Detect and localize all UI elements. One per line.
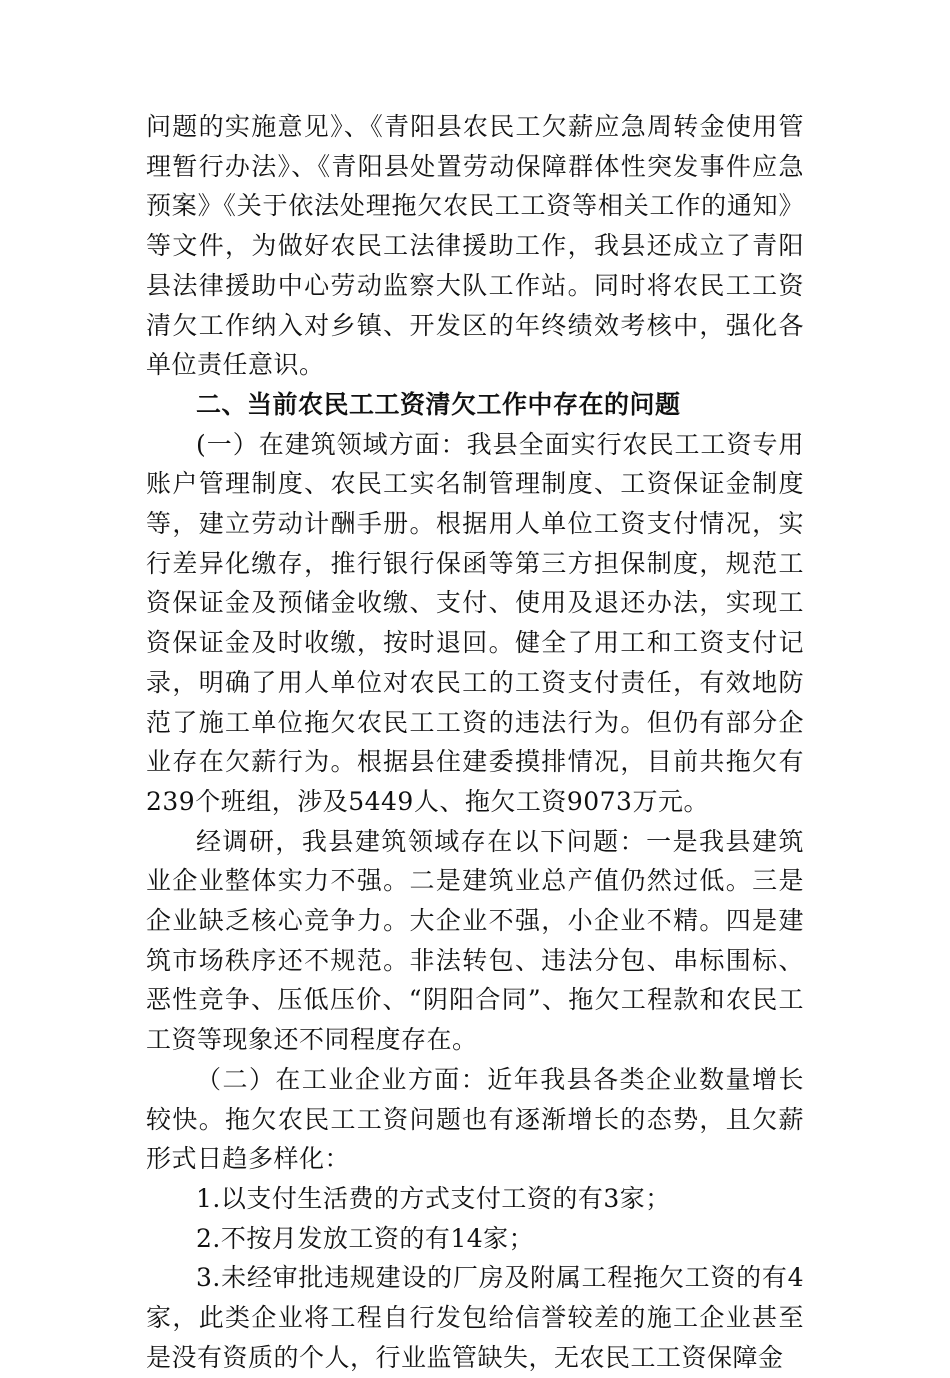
list-item-3: 3.未经审批违规建设的厂房及附属工程拖欠工资的有4家，此类企业将工程自行发包给信誉较差的施工企业甚至是没有资质的个人，行业监管缺失，无农民工工资保障金 xyxy=(146,1263,804,1372)
paragraph-research: 经调研，我县建筑领域存在以下问题：一是我县建筑业企业整体实力不强。二是建筑业总产值仍然过低。三是企业缺乏核心竞争力。大企业不强，小企业不精。四是建筑市场秩序还不规范。非法转包、违法分包、串标围标、恶性竞争、压低压价、“阴阳合同”、拖欠工程款和农民工工资等现象还不同程度存在。 xyxy=(146,826,804,1055)
paragraph-industry: （二）在工业企业方面：近年我县各类企业数量增长较快。拖欠农民工工资问题也有逐渐增长的态势，且欠薪形式日趋多样化： xyxy=(146,1064,804,1174)
list-item-1: 1.以支付生活费的方式支付工资的有3家； xyxy=(196,1183,671,1213)
paragraph-construction: (一）在建筑领域方面：我县全面实行农民工工资专用账户管理制度、农民工实名制管理制度、工资保证金制度等，建立劳动计酬手册。根据用人单位工资支付情况，实行差异化缴存，推行银行保函等第三方担保制度，规范工资保证金及预储金收缴、支付、使用及退还办法，实现工资保证金及时收缴，按时退回。健全了用工和工资支付记录，明确了用人单位对农民工的工资支付责任，有效地防范了施工单位拖欠农民工工资的违法行为。但仍有部分企业存在欠薪行为。根据县住建委摸排情况，目前共拖欠有239个班组，涉及5449人、拖欠工资9073万元。 xyxy=(146,429,804,816)
section-heading: 二、当前农民工工资清欠工作中存在的问题 xyxy=(196,389,681,419)
document-page xyxy=(146,107,804,1378)
paragraph-continuation: 问题的实施意见》、《青阳县农民工欠薪应急周转金使用管理暂行办法》、《青阳县处置劳动保障群体性突发事件应急预案》《关于依法处理拖欠农民工工资等相关工作的通知》等文件，为做好农民工法律援助工作，我县还成立了青阳县法律援助中心劳动监察大队工作站。同时将农民工工资清欠工作纳入对乡镇、开发区的年终绩效考核中，强化各单位责任意识。 xyxy=(146,112,804,380)
list-item-2: 2.不按月发放工资的有14家； xyxy=(196,1223,535,1253)
